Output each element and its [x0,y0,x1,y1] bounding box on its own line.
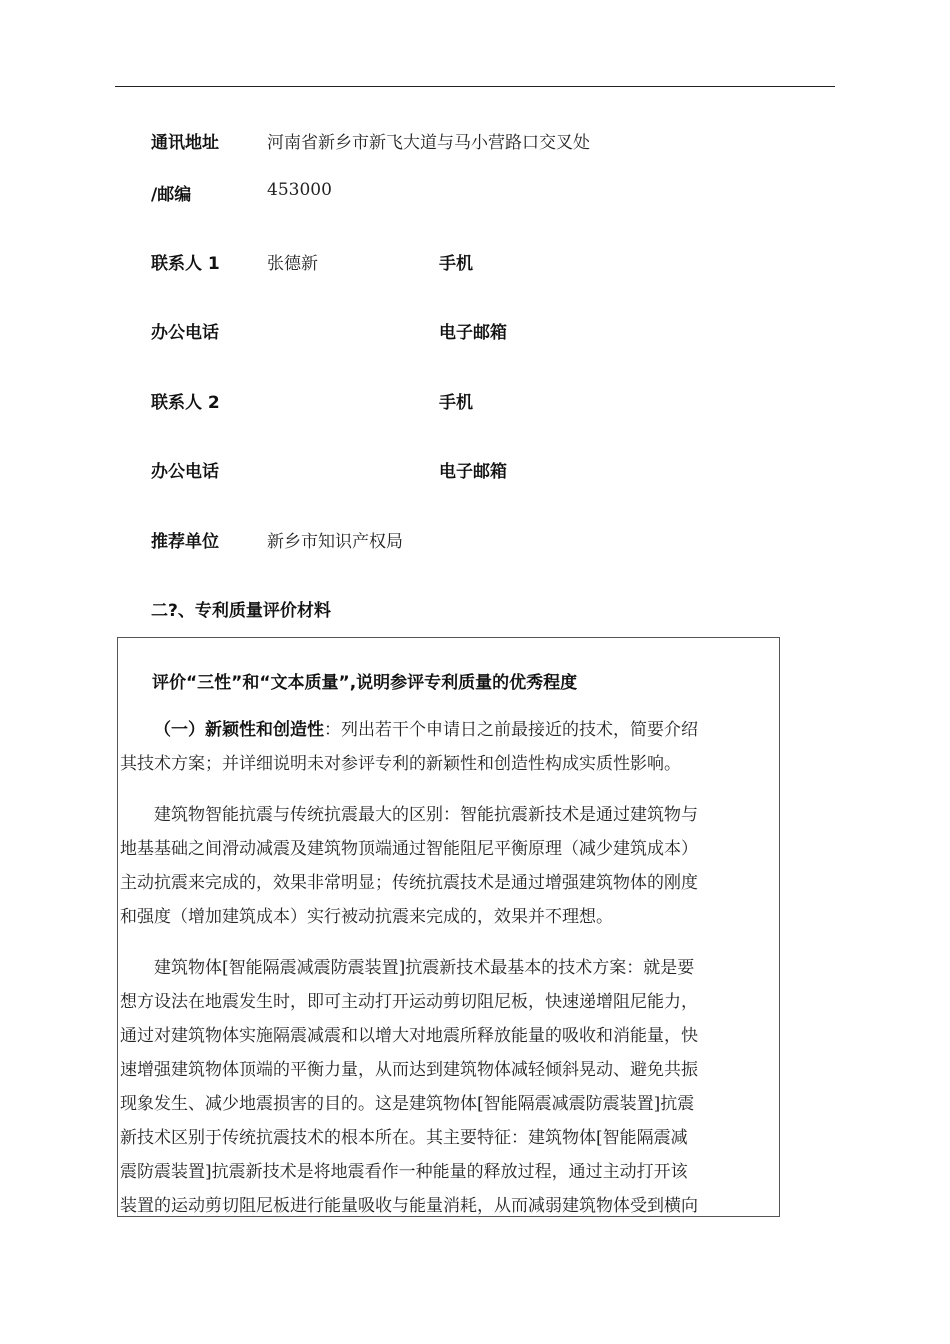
recommender-label: 推荐单位 [151,532,219,552]
paragraph-line: 建筑物体[智能隔震减震防震装置]抗震新技术最基本的技术方案：就是要 [154,958,695,978]
mobile2-label: 手机 [439,393,473,413]
paragraph-line: 通过对建筑物体实施隔震减震和以增大对地震所释放能量的吸收和消能量，快 [120,1026,698,1046]
contact2-label: 联系人 2 [151,393,220,413]
paragraph-line: 现象发生、减少地震损害的目的。这是建筑物体[智能隔震减震防震装置]抗震 [120,1094,695,1114]
postcode-value: 453000 [267,180,332,200]
paragraph-text: ：列出若干个申请日之前最接近的技术，简要介绍 [324,720,698,740]
section-heading: 二?、专利质量评价材料 [151,601,331,621]
paragraph-comparison [120,798,776,934]
paragraph-line: 主动抗震来完成的，效果非常明显；传统抗震技术是通过增强建筑物体的刚度 [120,873,698,893]
office-phone2-label: 办公电话 [151,462,219,482]
paragraph-line: 装置的运动剪切阻尼板进行能量吸收与能量消耗，从而减弱建筑物体受到横向 [120,1196,698,1216]
evaluation-box [117,637,780,1217]
paragraph-line: 其技术方案；并详细说明未对参评专利的新颖性和创造性构成实质性影响。 [120,754,681,774]
header-rule [115,86,835,87]
contact1-label: 联系人 1 [151,254,220,274]
paragraph-novelty [120,713,776,781]
contact1-value: 张德新 [267,254,318,274]
novelty-heading: （一）新颖性和创造性 [154,720,324,740]
recommender-value: 新乡市知识产权局 [267,532,403,552]
mobile1-label: 手机 [439,254,473,274]
address-label: 通讯地址 [151,133,219,153]
paragraph-line: 地基基础之间滑动减震及建筑物顶端通过智能阻尼平衡原理（减少建筑成本） [120,839,698,859]
email1-label: 电子邮箱 [439,323,507,343]
paragraph-line: 和强度（增加建筑成本）实行被动抗震来完成的，效果并不理想。 [120,907,613,927]
address-value: 河南省新乡市新飞大道与马小营路口交叉处 [267,133,590,153]
paragraph-line: 新技术区别于传统抗震技术的根本所在。其主要特征：建筑物体[智能隔震减 [120,1128,688,1148]
paragraph-line: 想方设法在地震发生时，即可主动打开运动剪切阻尼板，快速递增阻尼能力， [120,992,698,1012]
email2-label: 电子邮箱 [439,462,507,482]
postcode-label: /邮编 [151,185,192,205]
paragraph-technical-solution [120,951,776,1217]
paragraph-line [120,713,776,747]
paragraph-line: 建筑物智能抗震与传统抗震最大的区别：智能抗震新技术是通过建筑物与 [154,805,698,825]
paragraph-line: 速增强建筑物体顶端的平衡力量，从而达到建筑物体减轻倾斜晃动、避免共振 [120,1060,698,1080]
office-phone1-label: 办公电话 [151,323,219,343]
paragraph-line: 震防震装置]抗震新技术是将地震看作一种能量的释放过程，通过主动打开该 [120,1162,688,1182]
box-title: 评价“三性”和“文本质量”,说明参评专利质量的优秀程度 [152,673,578,693]
